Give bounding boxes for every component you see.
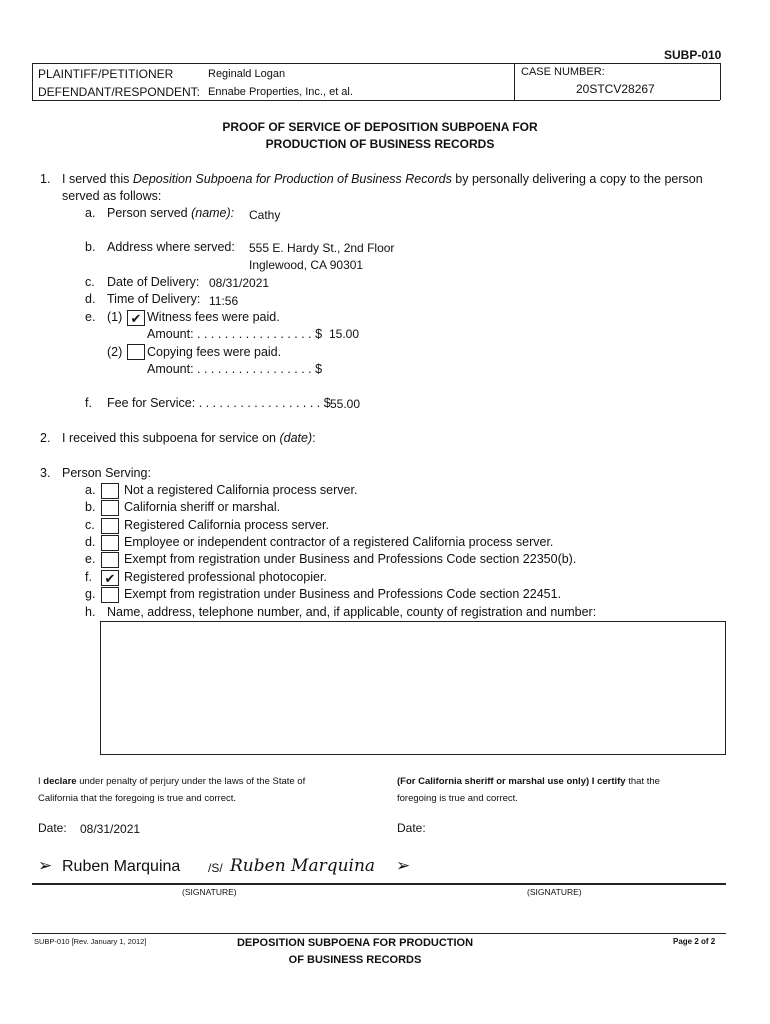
signature-caption-left: (SIGNATURE) — [182, 887, 237, 897]
footer-rule — [32, 933, 726, 934]
fee-for-service-label: Fee for Service: . . . . . . . . . . . . . . . . . . $ — [107, 396, 331, 410]
person-serving-option-label: c. — [85, 518, 95, 532]
address-line2: Inglewood, CA 90301 — [249, 258, 364, 272]
item1a-text: Person served (name): — [107, 206, 235, 220]
server-details-box[interactable] — [100, 621, 726, 755]
item1-text-cont: served as follows: — [62, 189, 162, 203]
person-serving-option-text: Exempt from registration under Business and Professions Code section 22451. — [124, 587, 562, 601]
item3h-text: Name, address, telephone number, and, if applicable, county of registration and number: — [107, 605, 597, 619]
delivery-date-value: 08/31/2021 — [209, 276, 270, 290]
signature-caption-right: (SIGNATURE) — [527, 887, 582, 897]
item1c-label: c. — [85, 275, 95, 289]
witness-amount-label: Amount: . . . . . . . . . . . . . . . . . $ — [147, 327, 323, 341]
item1e-label: e. — [85, 310, 96, 324]
copying-amount-label: Amount: . . . . . . . . . . . . . . . . . $ — [147, 362, 323, 376]
person-serving-option-text: Employee or independent contractor of a registered California process server. — [124, 535, 554, 549]
item1d-text: Time of Delivery: — [107, 292, 201, 306]
person-serving-option-label: d. — [85, 535, 96, 549]
person-serving-option-label: b. — [85, 500, 96, 514]
item1f-label: f. — [85, 396, 92, 410]
case-number-value: 20STCV28267 — [576, 82, 655, 96]
person-serving-option-text: Not a registered California process server. — [124, 483, 358, 497]
person-serving-checkbox[interactable]: ✔ — [101, 570, 119, 586]
footer-title-line2: OF BUSINESS RECORDS — [288, 954, 422, 966]
person-serving-option-text: Registered professional photocopier. — [124, 570, 327, 584]
person-serving-option-text: Registered California process server. — [124, 518, 329, 532]
item2-number: 2. — [40, 431, 51, 445]
copying-fees-text: Copying fees were paid. — [147, 345, 282, 359]
plaintiff-value: Reginald Logan — [208, 68, 286, 80]
arrow-icon: ➢ — [38, 856, 53, 875]
declaration-left-line1: I declare under penalty of perjury under the laws of the State of — [38, 776, 306, 787]
defendant-value: Ennabe Properties, Inc., et al. — [208, 86, 353, 98]
item3h-label: h. — [85, 605, 96, 619]
delivery-time-value: 11:56 — [209, 294, 239, 308]
footer-form-rev: SUBP-010 [Rev. January 1, 2012] — [34, 937, 147, 946]
item1e2-label: (2) — [107, 345, 123, 359]
item1b-label: b. — [85, 240, 96, 254]
signature-name: Ruben Marquina — [230, 856, 376, 876]
item2-text: I received this subpoena for service on (date): — [62, 431, 316, 445]
defendant-label: DEFENDANT/RESPONDENT: — [38, 85, 201, 99]
declaration-right-line2: foregoing is true and correct. — [397, 793, 518, 804]
person-serving-option-label: f. — [85, 570, 92, 584]
item3-text: Person Serving: — [62, 466, 151, 480]
person-serving-checkbox[interactable] — [101, 483, 119, 499]
fee-for-service-value: 55.00 — [330, 397, 361, 411]
item1b-text: Address where served: — [107, 240, 235, 254]
item1a-label: a. — [85, 206, 96, 220]
date-value-left: 08/31/2021 — [80, 822, 141, 836]
date-label-right: Date: — [397, 821, 426, 835]
plaintiff-label: PLAINTIFF/PETITIONER — [38, 67, 174, 81]
form-title-line1: PROOF OF SERVICE OF DEPOSITION SUBPOENA FOR — [222, 120, 538, 134]
item1d-label: d. — [85, 292, 96, 306]
copying-fees-checkbox[interactable] — [127, 344, 145, 360]
footer-page-number: Page 2 of 2 — [673, 937, 716, 946]
signature-line — [32, 883, 726, 885]
witness-fees-text: Witness fees were paid. — [147, 310, 280, 324]
person-serving-option-label: g. — [85, 587, 96, 601]
person-serving-checkbox[interactable] — [101, 535, 119, 551]
address-line1: 555 E. Hardy St., 2nd Floor — [249, 241, 395, 255]
item1-text: I served this Deposition Subpoena for Production of Business Records by personally delivering a copy to the person — [62, 172, 703, 186]
person-served-value: Cathy — [249, 208, 281, 222]
person-serving-checkbox[interactable] — [101, 500, 119, 516]
person-serving-option-label: a. — [85, 483, 96, 497]
person-serving-option-label: e. — [85, 552, 96, 566]
item3-number: 3. — [40, 466, 51, 480]
declaration-right-line1: (For California sheriff or marshal use only) I certify that the — [397, 776, 660, 787]
date-label-left: Date: — [38, 821, 67, 835]
printed-name: Ruben Marquina — [62, 858, 181, 875]
item1c-text: Date of Delivery: — [107, 275, 200, 289]
person-serving-option-text: California sheriff or marshal. — [124, 500, 281, 514]
footer-title-line1: DEPOSITION SUBPOENA FOR PRODUCTION — [236, 937, 474, 949]
witness-amount-value: 15.00 — [329, 327, 360, 341]
person-serving-checkbox[interactable] — [101, 552, 119, 568]
case-number-label: CASE NUMBER: — [521, 66, 605, 78]
item1e1-label: (1) — [107, 310, 123, 324]
person-serving-option-text: Exempt from registration under Business and Professions Code section 22350(b). — [124, 552, 577, 566]
person-serving-checkbox[interactable] — [101, 587, 119, 603]
sig-prefix: /S/ — [208, 861, 223, 875]
form-id: SUBP-010 — [664, 48, 722, 62]
declaration-left-line2: California that the foregoing is true and correct. — [38, 793, 237, 804]
form-title-line2: PRODUCTION OF BUSINESS RECORDS — [265, 137, 495, 151]
witness-fees-checkbox[interactable]: ✔ — [127, 310, 145, 326]
arrow-icon: ➢ — [396, 856, 411, 875]
item1-number: 1. — [40, 172, 51, 186]
person-serving-checkbox[interactable] — [101, 518, 119, 534]
